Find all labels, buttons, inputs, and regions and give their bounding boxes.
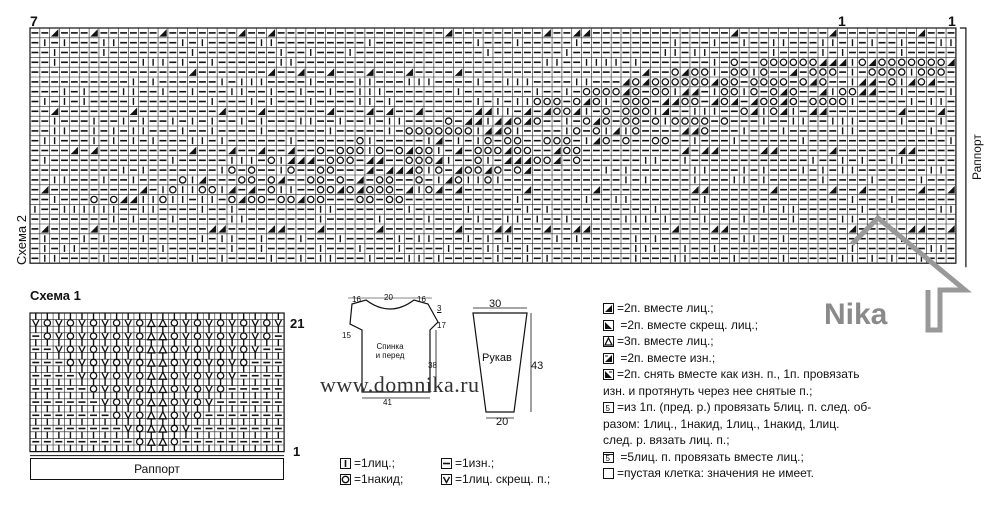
dim-shoulder: 3 xyxy=(437,304,442,313)
purl-icon xyxy=(441,456,455,470)
scheme2-repeat-bracket xyxy=(960,28,966,267)
nika-logo: Nika xyxy=(824,298,888,331)
scheme2-grid xyxy=(30,28,956,263)
scheme1-title: Схема 1 xyxy=(30,288,81,303)
scheme2-title: Схема 2 xyxy=(14,215,29,265)
k2tog-tbl-icon xyxy=(603,318,617,332)
legend-main-row xyxy=(603,417,839,431)
legend-basic-text: =1лиц. скрещ. п.; xyxy=(455,472,551,486)
legend-main-text: разом: 1лиц., 1накид, 1лиц., 1накид, 1лиц. xyxy=(603,416,840,431)
svg-text:5: 5 xyxy=(605,404,610,413)
scheme2-row-top-left: 7 xyxy=(30,13,38,29)
dim-armhole: 17 xyxy=(437,321,446,330)
legend-main-text: =из 1п. (пред. р.) провязать 5лиц. п. след. об- xyxy=(617,400,872,414)
body-label: Спинка и перед xyxy=(375,342,405,360)
scheme1-repeat-box xyxy=(30,458,284,480)
scheme2-row-top-mid: 1 xyxy=(838,13,846,29)
dim-top-left: 16 xyxy=(352,295,361,304)
dim-top-right: 16 xyxy=(417,295,426,304)
legend-main-row xyxy=(603,318,758,332)
legend-basic-row xyxy=(441,472,550,486)
scheme2-repeat-label: Раппорт xyxy=(970,134,984,180)
p2tog-icon xyxy=(603,351,617,365)
sk2p-icon xyxy=(603,367,617,381)
legend-main-row xyxy=(603,466,814,480)
legend-main-text: =2п. снять вместе как изн. п., 1п. провязать xyxy=(617,367,860,381)
yarn-over-icon xyxy=(340,472,354,486)
legend-main-text: =3п. вместе лиц.; xyxy=(617,334,714,348)
k5tog-icon xyxy=(603,450,617,464)
legend-basic-text: =1накид; xyxy=(354,472,404,486)
scheme1-grid xyxy=(30,313,284,452)
scheme1-repeat-label: Раппорт xyxy=(134,462,180,476)
svg-text:5: 5 xyxy=(605,453,610,463)
dim-sleeve-top: 30 xyxy=(489,298,502,310)
knit-icon xyxy=(340,456,354,470)
dim-bottom: 41 xyxy=(383,398,392,407)
legend-basic-row xyxy=(340,456,395,470)
legend-main-row xyxy=(603,367,859,381)
legend-main-text: =5лиц. п. провязать вместе лиц.; xyxy=(617,449,804,464)
legend-main-row xyxy=(603,433,730,447)
legend-main-row xyxy=(603,301,714,315)
legend-main-row xyxy=(603,450,804,464)
dim-sleeve-len: 43 xyxy=(531,360,544,372)
knit-tbl-icon xyxy=(441,472,455,486)
legend-basic-text: =1лиц.; xyxy=(354,456,395,470)
empty-cell-icon xyxy=(603,466,617,480)
k3tog-icon xyxy=(603,334,617,348)
sleeve-label: Рукав xyxy=(482,352,512,364)
increase5-icon xyxy=(603,400,617,414)
dim-side-left: 15 xyxy=(342,331,351,340)
dim-sleeve-bottom: 20 xyxy=(496,416,509,428)
legend-main-row xyxy=(603,384,812,398)
k2tog-icon xyxy=(603,301,617,315)
legend-main-text: след. р. вязать лиц. п.; xyxy=(603,433,730,447)
legend-main-row xyxy=(603,334,714,348)
scheme2-row-top-right: 1 xyxy=(948,13,956,29)
scheme1-row-top: 21 xyxy=(290,316,305,331)
legend-main-text: =2п. вместе скрещ. лиц.; xyxy=(617,317,759,332)
legend-main-text: =2п. вместе изн.; xyxy=(617,350,716,365)
scheme1-row-bottom: 1 xyxy=(293,444,301,459)
legend-basic-row xyxy=(340,472,403,486)
legend-basic-text: =1изн.; xyxy=(455,456,495,470)
legend-main-text: =пустая клетка: значения не имеет. xyxy=(617,466,814,480)
dim-top-mid: 20 xyxy=(384,293,393,302)
dim-height: 38 xyxy=(428,361,437,370)
legend-main-row xyxy=(603,400,871,414)
legend-main-text: изн. и протянуть через нее снятые п.; xyxy=(603,383,813,398)
watermark-url: www.domnika.ru xyxy=(320,372,480,397)
legend-basic-row xyxy=(441,456,494,470)
legend-main-row xyxy=(603,351,715,365)
legend-main-text: =2п. вместе лиц.; xyxy=(617,301,714,315)
